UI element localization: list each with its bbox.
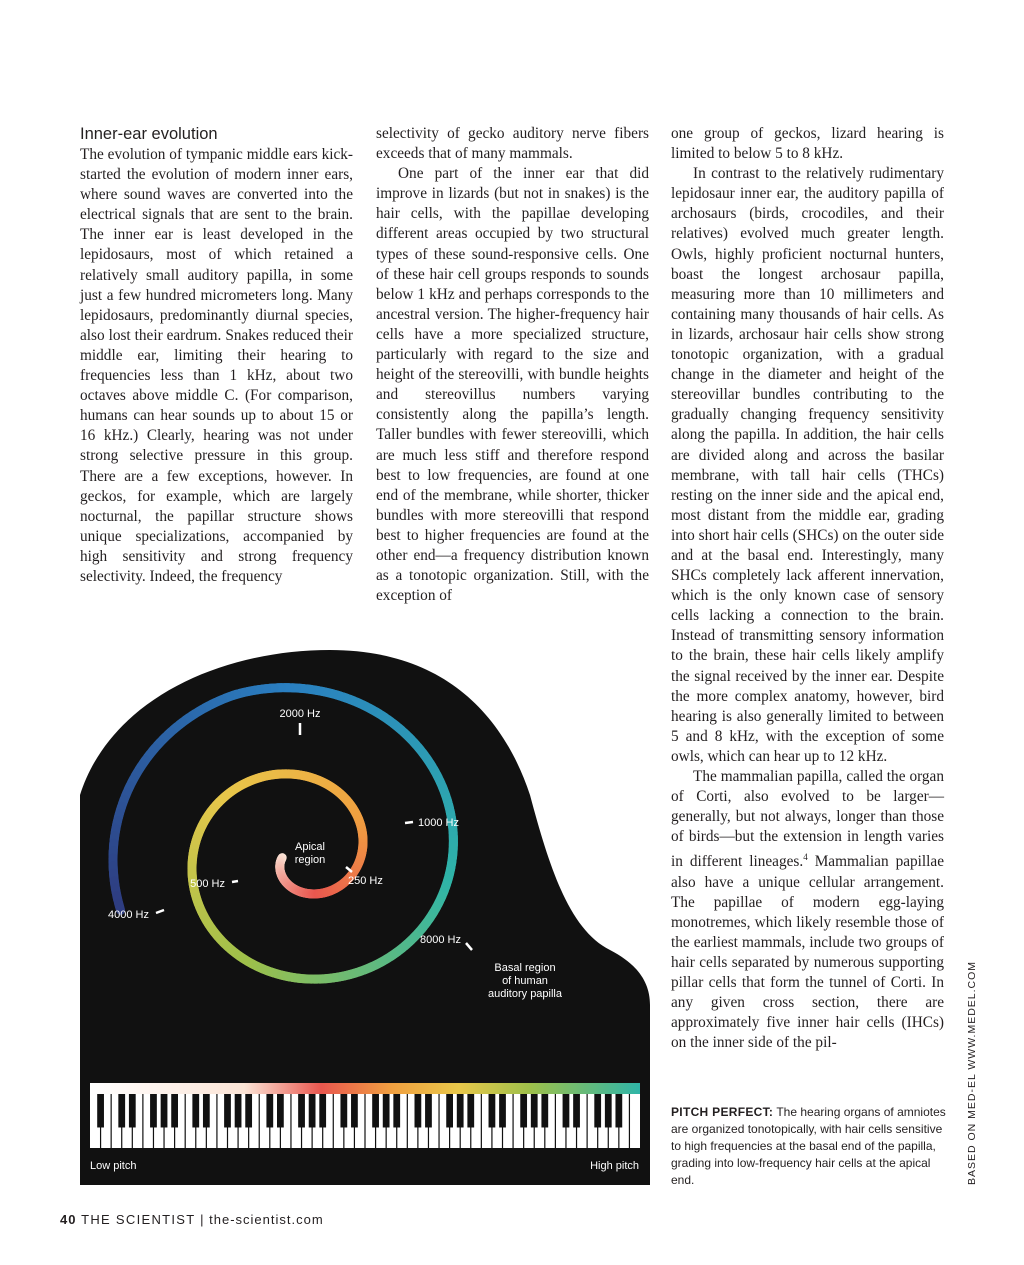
black-key bbox=[129, 1094, 136, 1127]
figure-piano-cochlea bbox=[80, 645, 650, 1185]
black-key bbox=[563, 1094, 570, 1127]
paragraph-text: The mammalian papilla, called the organ of Corti, also evolved to be larger—generally, but not always, longer than those of birds—but the extension in length varies in different lineages. bbox=[671, 768, 944, 871]
black-key bbox=[605, 1094, 612, 1127]
label-basal-2: of human bbox=[502, 975, 548, 987]
black-key bbox=[594, 1094, 601, 1127]
figure-caption bbox=[671, 1104, 946, 1189]
black-key bbox=[415, 1094, 422, 1127]
keyboard-color-strip bbox=[90, 1083, 640, 1094]
label-low-pitch: Low pitch bbox=[90, 1160, 137, 1172]
paragraph-text: Mammalian papillae also have a unique cellular arrangement. The papillae of modern egg-laying monotremes, which likely resemble those of the earliest mammals, include two groups of hair cells separated by numerous supporting pillar cells that form the tunnel of Corti. In any given cross section, there are approximately five inner hair cells (IHCs) on the inner side of the pil- bbox=[671, 853, 945, 1052]
paragraph: selectivity of gecko auditory nerve fibers exceeds that of many mammals. bbox=[376, 125, 649, 163]
label-apical-1: Apical bbox=[295, 841, 325, 853]
black-key bbox=[340, 1094, 347, 1127]
black-key bbox=[615, 1094, 622, 1127]
article-column-2 bbox=[376, 124, 649, 606]
black-key bbox=[277, 1094, 284, 1127]
tick-1000 bbox=[405, 822, 413, 823]
black-key bbox=[393, 1094, 400, 1127]
label-2000hz: 2000 Hz bbox=[279, 708, 321, 720]
label-500hz: 500 Hz bbox=[190, 878, 225, 890]
black-key bbox=[351, 1094, 358, 1127]
footer-site: the-scientist.com bbox=[209, 1212, 324, 1227]
image-credit: BASED ON MED-EL WWW.MEDEL.COM bbox=[966, 960, 978, 1185]
label-8000hz: 8000 Hz bbox=[420, 934, 461, 946]
section-heading: Inner-ear evolution bbox=[80, 125, 218, 143]
keyboard-base bbox=[90, 1148, 640, 1151]
label-1000hz: 1000 Hz bbox=[418, 817, 459, 829]
page-number: 40 bbox=[60, 1212, 77, 1227]
label-basal-1: Basal region bbox=[494, 962, 556, 974]
caption-text: The hearing organs of amniotes are organized tonotopically, with hair cells sensitive to high frequencies at the basal end of the papilla, grading into low-frequency hair cells at the apical end. bbox=[671, 1105, 946, 1187]
black-key bbox=[457, 1094, 464, 1127]
footnote-marker: 4 bbox=[803, 852, 808, 863]
black-key bbox=[383, 1094, 390, 1127]
black-key bbox=[573, 1094, 580, 1127]
paragraph: one group of geckos, lizard hearing is limited to below 5 to 8 kHz. bbox=[671, 125, 944, 163]
black-key bbox=[97, 1094, 104, 1127]
label-4000hz: 4000 Hz bbox=[108, 909, 149, 921]
label-basal-3: auditory papilla bbox=[488, 988, 562, 1000]
page-footer bbox=[60, 1212, 324, 1227]
paragraph: One part of the inner ear that did improve in lizards (but not in snakes) is the hair cells, with the papillae developing different areas occupied by two structural types of these sound-responsive cells. One of these hair cell groups responds to sounds below 1 kHz and perhaps corresponds to the ancestral version. The higher-frequency hair cells have a more specialized structure, particularly with regard to the size and height of the stereovilli, with bundle heights and stereovillus numbers varying consistently along the papilla’s length. Taller bundles with fewer stereovilli, which are much less stiff and therefore respond best to low frequencies, are found at one end of the membrane, while shorter, thicker bundles with more stereovilli that respond best to higher frequencies are found at the other end—a frequency distribution known as a tonotopic organization. Still, with the exception of bbox=[376, 165, 649, 605]
tick-500 bbox=[232, 881, 238, 882]
label-apical-2: region bbox=[294, 854, 326, 866]
black-key bbox=[224, 1094, 231, 1127]
article-column-1 bbox=[80, 124, 353, 587]
black-key bbox=[499, 1094, 506, 1127]
black-key bbox=[446, 1094, 453, 1127]
black-key bbox=[150, 1094, 157, 1127]
black-key bbox=[118, 1094, 125, 1127]
black-key bbox=[192, 1094, 199, 1127]
caption-lead: PITCH PERFECT: bbox=[671, 1105, 774, 1119]
black-key bbox=[425, 1094, 432, 1127]
black-key bbox=[266, 1094, 273, 1127]
black-key bbox=[520, 1094, 527, 1127]
paragraph: The evolution of tympanic middle ears kick-started the evolution of modern inner ears, where sound waves are converted into the electrical signals that are sent to the brain. The inner ear is least developed in the lepidosaurs, most of which retained a relatively small auditory papilla, in some just a few hundred micrometers long. Many lepidosaurs, predominantly diurnal species, also lost their eardrum. Snakes reduced their middle ear, limiting their hearing to frequencies less than 1 kHz, about two octaves above middle C. (For comparison, humans can hear sounds up to about 15 or 16 kHz.) Clearly, hearing was not under strong selective pressure in this group. There are a few exceptions, however. In geckos, for example, which are largely nocturnal, the papillar structure shows unique specializations, accompanied by high sensitivity and strong frequency selectivity. Indeed, the frequency bbox=[80, 146, 353, 585]
black-key bbox=[245, 1094, 252, 1127]
label-high-pitch: High pitch bbox=[590, 1160, 639, 1172]
black-key bbox=[531, 1094, 538, 1127]
black-key bbox=[319, 1094, 326, 1127]
piano-illustration bbox=[80, 645, 650, 1185]
black-key bbox=[541, 1094, 548, 1127]
article-column-3 bbox=[671, 124, 944, 1053]
black-key bbox=[298, 1094, 305, 1127]
black-key bbox=[235, 1094, 242, 1127]
paragraph bbox=[671, 767, 944, 1053]
magazine-name: THE SCIENTIST bbox=[81, 1212, 196, 1227]
black-key bbox=[171, 1094, 178, 1127]
black-key bbox=[203, 1094, 210, 1127]
black-key bbox=[489, 1094, 496, 1127]
black-key bbox=[372, 1094, 379, 1127]
black-key bbox=[309, 1094, 316, 1127]
black-key bbox=[467, 1094, 474, 1127]
footer-separator: | bbox=[200, 1212, 205, 1227]
black-key bbox=[161, 1094, 168, 1127]
label-250hz: 250 Hz bbox=[348, 875, 383, 887]
paragraph: In contrast to the relatively rudimentary lepidosaur inner ear, the auditory papilla of archosaurs (birds, crocodiles, and their relatives) evolved much greater length. Owls, highly proficient nocturnal hunters, boast the longest archosaur papilla, measuring more than 10 millimeters and containing many thousands of hair cells. As in lizards, archosaur hair cells show strong tonotopic organization, with a gradual change in the diameter and height of the stereovillar bundles contributing to the gradually changing frequency sensitivity along the papilla. In addition, the hair cells are divided along and across the basilar membrane, with tall hair cells (THCs) resting on the inner side and the apical end, most distant from the middle ear, grading into short hair cells (SHCs) on the outer side and at the basal end. Interestingly, many SHCs completely lack afferent innervation, which is the only known case of sensory cells lacking a connection to the brain. Instead of transmitting sensory information to the brain, these hair cells likely amplify the signal received by the inner ear. Despite the more complex anatomy, however, bird hearing is also generally limited to between 5 and 8 kHz, with the exception of some owls, which can hear up to 12 kHz. bbox=[671, 165, 944, 765]
